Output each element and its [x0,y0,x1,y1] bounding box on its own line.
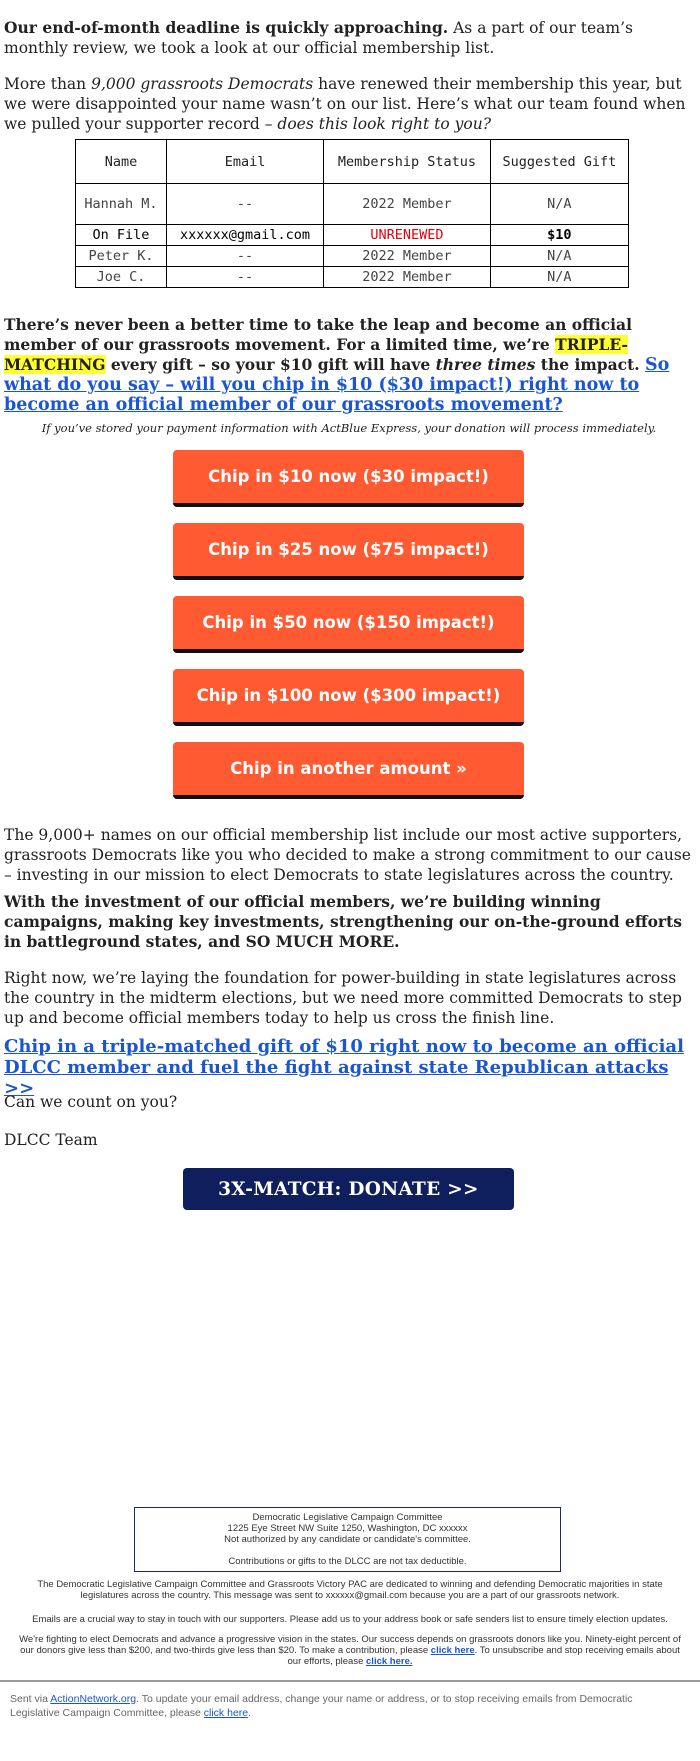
sent-via-notice [10,1692,670,1720]
text-span: Sent via [10,1693,51,1705]
header-email: Email [166,140,323,184]
membership-table [75,139,629,288]
text-italic: three times [435,355,536,374]
cell-gift: N/A [490,246,628,267]
foundation-paragraph: Right now, we’re laying the foundation for power-building in state legislatures across the country in the midterm elections, but we need more committed Democrats to step up and become official members today to help us cross the finish line. [4,969,682,1027]
chip-in-50-button[interactable]: Chip in $50 now ($150 impact!) [173,596,524,653]
cell-email: -- [166,267,323,288]
cell-name: Peter K. [76,246,167,267]
table-row [76,267,629,288]
chip-in-other-button[interactable]: Chip in another amount » [173,742,524,799]
signature: DLCC Team [4,1131,98,1149]
header-gift: Suggested Gift [490,140,628,184]
text-span: every gift – so your $10 gift will have [105,355,436,374]
triple-match-cta-link[interactable]: Chip in a triple-matched gift of $10 right now to become an official DLCC member and fuel the fight against state Republican attacks >> [4,1036,684,1099]
members-paragraph: The 9,000+ names on our official membership list include our most active supporters, grassroots Democrats like you who decided to make a strong commitment to our cause – investing in our mission to elect Democrats to state legislatures across the country. [4,826,691,884]
text-span: More than [4,75,92,93]
cell-gift: N/A [490,184,628,225]
footer-divider [0,1680,700,1682]
contribute-link[interactable]: click here [430,1645,475,1656]
cell-gift: $10 [490,225,628,246]
investment-paragraph: With the investment of our official members, we’re building winning campaigns, making key investments, strengthening our on-the-ground efforts in battleground states, and SO MUCH MORE. [4,892,682,951]
text-italic: 9,000 grassroots Democrats [91,75,314,93]
text-span: There’s never been a better time to take the leap and become an official member of our grassroots movement. For a limited time, we’re [4,315,632,354]
update-preferences-link[interactable]: click here [203,1707,249,1719]
unsubscribe-link[interactable]: click here. [366,1656,413,1667]
closing-question: Can we count on you? [4,1093,178,1111]
text-span: . [248,1707,252,1719]
text-span: the impact. [535,355,646,374]
cta-paragraph [4,1036,694,1099]
text-italic: does this look right to you? [277,115,492,133]
cell-email: -- [166,184,323,225]
org-street: 1225 Eye Street NW Suite 1250, Washington, DC xxxxxx [227,1523,468,1534]
text-span: have renewed their membership this year, but we were disappointed your name wasn’t on our list. Here’s what our team found when we pulled your supporter record – [4,75,686,133]
intro-lead: Our end-of-month deadline is quickly approaching. [4,18,449,37]
table-row [76,246,629,267]
cell-status: 2022 Member [324,267,491,288]
header-name: Name [76,140,167,184]
chip-in-10-link[interactable]: So what do you say – will you chip in $10 ($30 impact!) right now to become an official member of our grassroots movement? [4,355,670,415]
cell-email: xxxxxx@gmail.com [166,225,323,246]
cell-name: Joe C. [76,267,167,288]
action-network-link[interactable]: ActionNetwork.org [50,1693,137,1705]
text-span: We're fighting to elect Democrats and advance a progressive vision in the states. Our success depends on grassroots donors like you. Ninety-eight percent of our donors give less than $200, and two-thirds give less than $20. To make a contribution, please [19,1634,681,1656]
cell-status: 2022 Member [324,184,491,225]
table-row [76,184,629,225]
footer-dedication: The Democratic Legislative Campaign Committee and Grassroots Victory PAC are dedicated to winning and defending Democratic majorities in state legislatures across the country. This message was sent to xxxxxx@gmail.com because you are a part of our grassroots network. [37,1579,663,1601]
intro-rest: As a part of our team’s monthly review, we took a look at our official membership list. [4,19,633,57]
text-span: . To unsubscribe and stop receiving emails about our efforts, please [287,1645,680,1667]
cell-name: Hannah M. [76,184,167,225]
table-header-row [76,140,629,184]
address-box [134,1507,561,1572]
table-row-on-file [76,225,629,246]
triple-match-paragraph [4,315,694,415]
cell-status-unrenewed: UNRENEWED [324,225,491,246]
chip-in-25-button[interactable]: Chip in $25 now ($75 impact!) [173,523,524,580]
authorization-note: Not authorized by any candidate or candidate's committee. [224,1534,471,1545]
chip-in-100-button[interactable]: Chip in $100 now ($300 impact!) [173,669,524,726]
actblue-express-note: If you’ve stored your payment information with ActBlue Express, your donation will process immediately. [41,421,657,435]
membership-paragraph [4,74,694,134]
cell-name: On File [76,225,167,246]
cell-gift: N/A [490,267,628,288]
cell-email: -- [166,246,323,267]
triple-matching-highlight: TRIPLE-MATCHING [4,335,628,374]
org-name: Democratic Legislative Campaign Committee [252,1512,443,1523]
tax-note: Contributions or gifts to the DLCC are not tax deductible. [228,1556,467,1567]
cell-status: 2022 Member [324,246,491,267]
header-status: Membership Status [324,140,491,184]
footer-safe-senders: Emails are a crucial way to stay in touch with our supporters. Please add us to your address book or safe senders list to ensure timely election updates. [32,1614,668,1625]
donate-button[interactable]: 3X-MATCH: DONATE >> [183,1168,514,1210]
footer-contribution [12,1634,688,1667]
intro-paragraph [4,18,694,58]
chip-in-10-button[interactable]: Chip in $10 now ($30 impact!) [173,450,524,507]
text-span: . To update your email address, change your name or address, or to stop receiving emails from Democratic Legislative Campaign Committee, please [10,1693,633,1719]
